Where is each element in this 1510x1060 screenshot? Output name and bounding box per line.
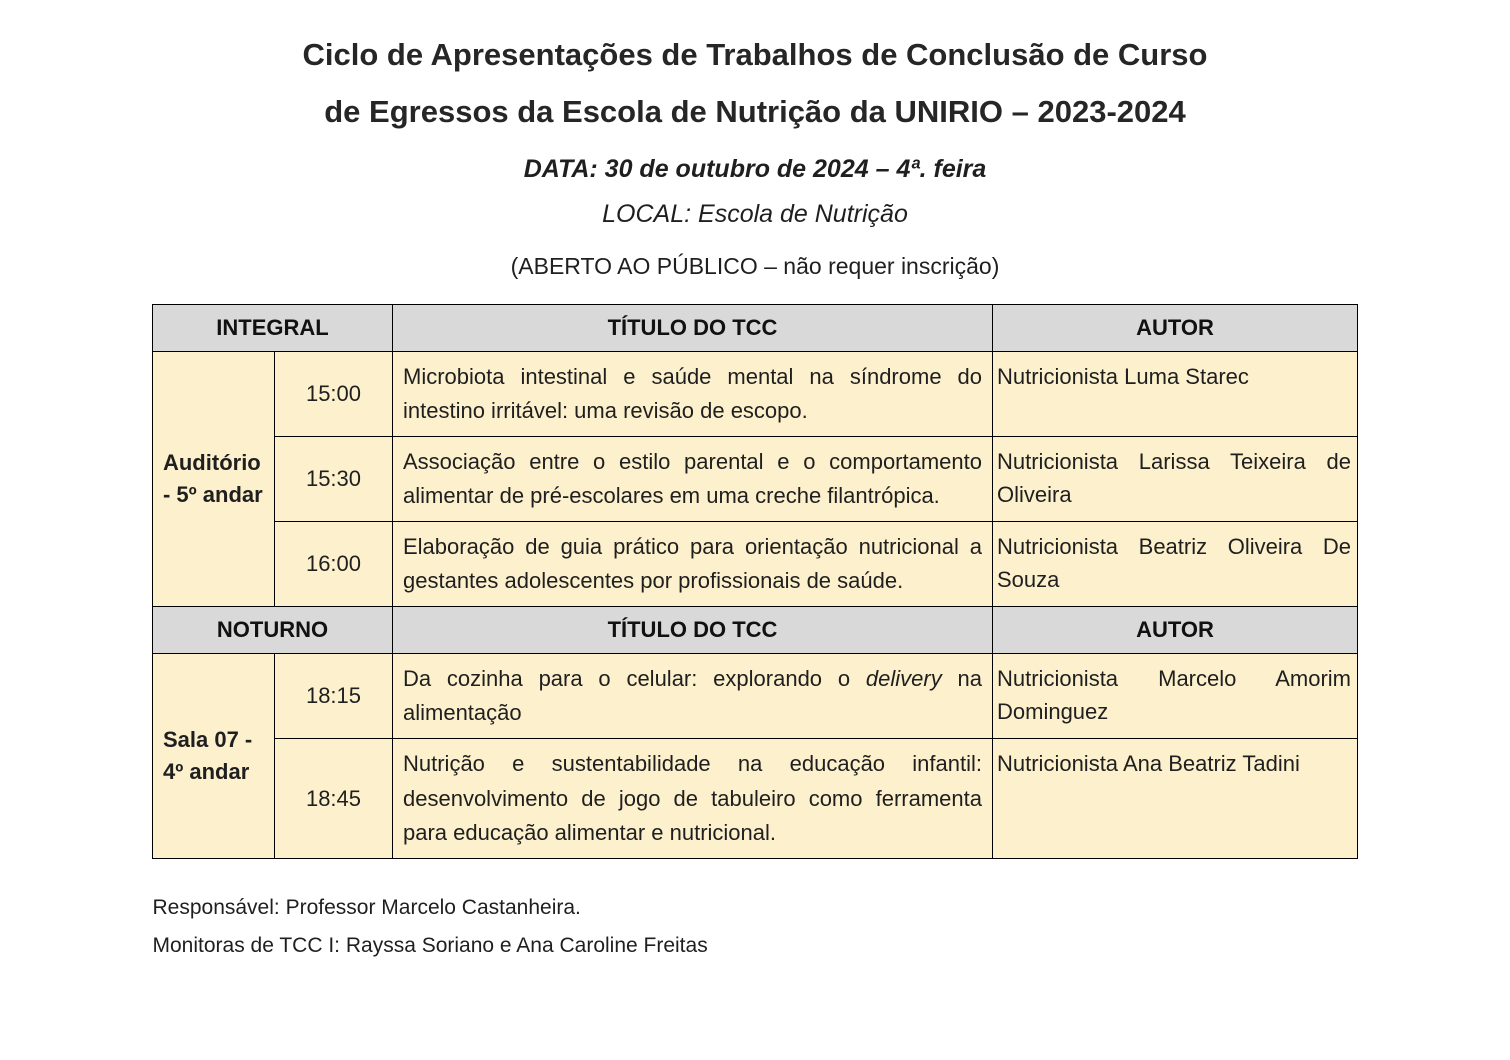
page-title xyxy=(150,26,1360,141)
time-cell: 15:00 xyxy=(274,351,392,436)
author-cell: Nutricionista Marcelo Amorim Dominguez xyxy=(993,654,1358,739)
column-header-title-noturno: TÍTULO DO TCC xyxy=(393,607,993,654)
table-row xyxy=(152,436,1357,521)
column-header-author-noturno: AUTOR xyxy=(993,607,1358,654)
time-cell: 16:00 xyxy=(274,522,392,607)
author-cell: Nutricionista Larissa Teixeira de Oliveira xyxy=(993,436,1358,521)
author-cell: Nutricionista Beatriz Oliveira De Souza xyxy=(993,522,1358,607)
column-header-title-integral: TÍTULO DO TCC xyxy=(393,304,993,351)
time-cell: 18:45 xyxy=(274,739,392,858)
event-date: DATA: 30 de outubro de 2024 – 4ª. feira xyxy=(523,154,987,183)
table-row xyxy=(152,351,1357,436)
tcc-title-text: Da cozinha para o celular: explorando o xyxy=(403,666,866,692)
table-header-row-integral xyxy=(152,304,1357,351)
table-row xyxy=(152,522,1357,607)
tcc-title-cell: Associação entre o estilo parental e o comportamento alimentar de pré-escolares em uma creche filantrópica. xyxy=(393,436,993,521)
tcc-title-text: na alimentação xyxy=(403,666,982,726)
location-cell-auditorio: Auditório - 5º andar xyxy=(152,351,274,607)
author-cell: Nutricionista Ana Beatriz Tadini xyxy=(993,739,1358,858)
tcc-title-cell xyxy=(393,654,993,739)
tcc-title-cell: Nutrição e sustentabilidade na educação infantil: desenvolvimento de jogo de tabuleiro como ferramenta para educação alimentar e nutricional. xyxy=(393,739,993,858)
table-row xyxy=(152,739,1357,858)
tcc-title-cell: Microbiota intestinal e saúde mental na síndrome do intestino irritável: uma revisão de escopo. xyxy=(393,351,993,436)
tcc-title-cell: Elaboração de guia prático para orientação nutricional a gestantes adolescentes por profissionais de saúde. xyxy=(393,522,993,607)
schedule-table xyxy=(152,304,1358,859)
time-cell: 15:30 xyxy=(274,436,392,521)
page-title-line2: de Egressos da Escola de Nutrição da UNIRIO – 2023-2024 xyxy=(324,94,1186,130)
responsible-line: Responsável: Professor Marcelo Castanheira. xyxy=(152,895,581,919)
monitors-line: Monitoras de TCC I: Rayssa Soriano e Ana Caroline Freitas xyxy=(152,933,708,957)
event-open-note: (ABERTO AO PÚBLICO – não requer inscrição) xyxy=(510,252,1000,279)
event-location: LOCAL: Escola de Nutrição xyxy=(602,199,908,228)
session-header-noturno: NOTURNO xyxy=(152,607,392,654)
page-title-line1: Ciclo de Apresentações de Trabalhos de Conclusão de Curso xyxy=(302,37,1208,72)
time-cell: 18:15 xyxy=(274,654,392,739)
session-header-integral: INTEGRAL xyxy=(152,304,392,351)
table-header-row-noturno xyxy=(152,607,1357,654)
table-row xyxy=(152,654,1357,739)
footer-notes xyxy=(153,889,1358,965)
tcc-title-italic-word: delivery xyxy=(865,666,942,692)
author-cell: Nutricionista Luma Starec xyxy=(993,351,1358,436)
column-header-author-integral: AUTOR xyxy=(993,304,1358,351)
location-cell-sala07: Sala 07 - 4º andar xyxy=(152,654,274,858)
